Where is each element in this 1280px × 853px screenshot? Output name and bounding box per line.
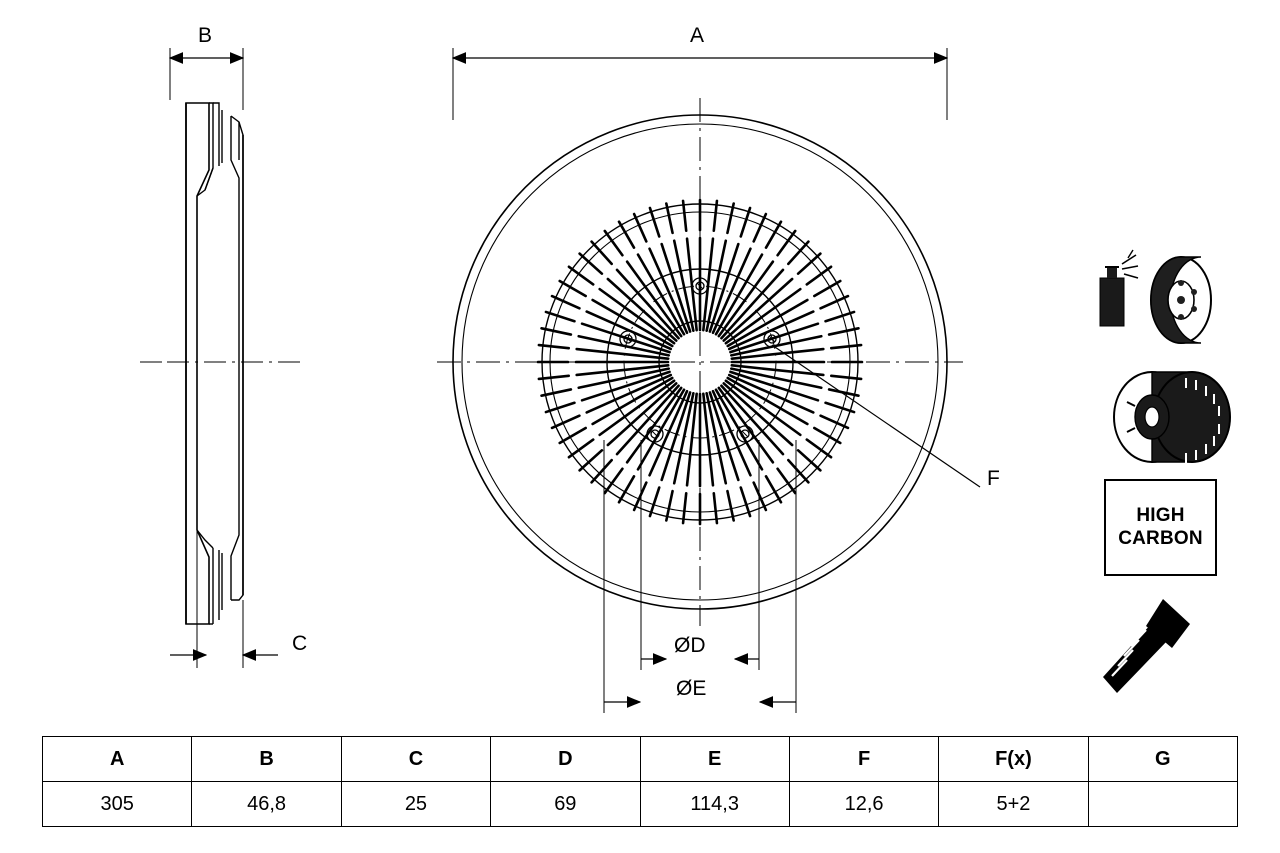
- high-carbon-badge: [1104, 479, 1217, 576]
- table-cell: 25: [341, 782, 490, 827]
- table-row: [43, 782, 1238, 827]
- side-view: [140, 103, 300, 624]
- dim-label-A: A: [690, 24, 705, 47]
- table-cell: 12,6: [789, 782, 938, 827]
- leader-F: [772, 345, 980, 487]
- dim-label-C: C: [292, 632, 308, 655]
- high-carbon-line2: CARBON: [1118, 527, 1203, 549]
- screw-icon: [1103, 599, 1190, 693]
- table-cell: 46,8: [192, 782, 341, 827]
- brake-disc-3d-icon: [1114, 372, 1230, 463]
- table-cell: 114,3: [640, 782, 789, 827]
- high-carbon-line1: HIGH: [1136, 505, 1185, 527]
- table-header-row: [43, 737, 1238, 782]
- table-cell: 69: [491, 782, 640, 827]
- table-header-cell: F(x): [939, 737, 1088, 782]
- spec-table: [42, 736, 1238, 827]
- table-header-cell: D: [491, 737, 640, 782]
- front-view: [437, 98, 963, 626]
- table-cell: 305: [43, 782, 192, 827]
- table-header-cell: E: [640, 737, 789, 782]
- dim-label-B: B: [198, 24, 213, 47]
- table-header-cell: G: [1088, 737, 1237, 782]
- dim-B: [170, 48, 243, 110]
- table-header-cell: F: [789, 737, 938, 782]
- table-cell: [1088, 782, 1237, 827]
- table-header-cell: B: [192, 737, 341, 782]
- dim-label-E: ØE: [676, 677, 707, 700]
- dim-label-D: ØD: [674, 634, 706, 657]
- spray-coating-icon: [1100, 250, 1211, 343]
- table-cell: 5+2: [939, 782, 1088, 827]
- table-header-cell: A: [43, 737, 192, 782]
- table-header-cell: C: [341, 737, 490, 782]
- dim-label-F: F: [987, 467, 1000, 490]
